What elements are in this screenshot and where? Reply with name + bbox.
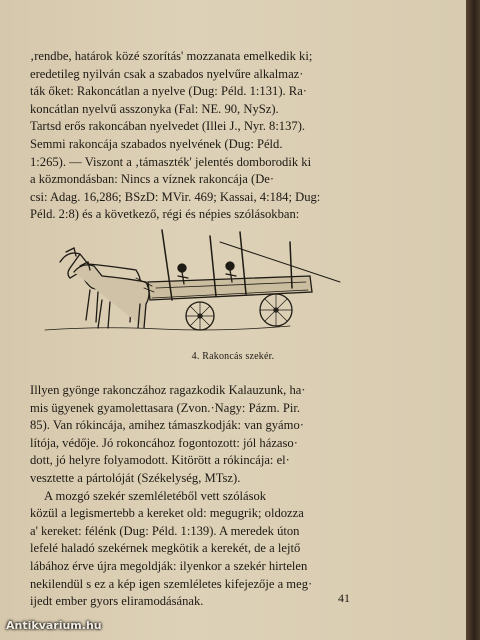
- text-line: lefelé haladó szekérnek megkötik a kerekét, de a lejtő: [30, 541, 301, 556]
- watermark: Antikvarium.hu: [6, 619, 102, 632]
- text-line: Semmi rakoncája szabados nyelvének (Dug: Péld.: [30, 136, 283, 151]
- book-spine: [466, 0, 480, 640]
- text-line: Tartsd erős rakoncában nyelvedet (Illei J., Nyr. 8:137).: [30, 119, 306, 134]
- text-line: közül a legismertebb a kereket old: megugrik; oldozza: [30, 506, 304, 521]
- text-line: ijedt ember gyors eliramodásának.: [30, 594, 204, 609]
- text-line: a' kereket: félénk (Dug: Péld. 1:139). A meredek úton: [30, 523, 300, 538]
- text-line: ták őket: Rakoncátlan a nyelve (Dug: Péld. 1:131). Ra·: [30, 84, 307, 99]
- text-line: 1:265). — Viszont a ‚támaszték' jelentés domborodik ki: [30, 154, 312, 169]
- text-line: lítója, védője. Jó rokoncához fogontozott: jól házaso·: [30, 435, 298, 450]
- text-line: Illyen gyönge rakonczához ragazkodik Kalauzunk, ha·: [30, 383, 306, 397]
- text-line: lábához érve újra megoldják: ilyenkor a szekér hirtelen: [30, 558, 308, 573]
- text-line: ‚rendbe, határok közé szorítás' mozzanata emelkedik ki;: [30, 49, 313, 63]
- text-line: mis ügyenek gyamolettasara (Zvon.·Nagy: Pázm. Pir.: [30, 400, 301, 415]
- text-line: vesztette a pártolóját (Székelység, MTsz).: [30, 470, 241, 485]
- paragraph-top: [30, 48, 450, 224]
- page-number: 41: [338, 591, 350, 605]
- text-line: nekilendül s ez a kép igen szemléletes kifejezője a meg·: [30, 576, 313, 591]
- text-line: a közmondásban: Nincs a víznek rakoncája (De·: [30, 172, 275, 187]
- text-line: 85). Van rókincája, amihez támaszkodják: van gyámo·: [30, 418, 304, 433]
- figure-caption: 4. Rakoncás szekér.: [191, 351, 275, 362]
- text-line: csi: Adag. 16,286; BSzD: MVir. 469; Kassai, 4:184; Dug:: [30, 189, 321, 204]
- text-line: dott, jó helyre folyamodott. Kitörött a rókincája: el·: [30, 453, 290, 468]
- wagon-illustration: [40, 222, 350, 340]
- text-line: eredetileg nyilván csak a szabados nyelvűre alkalmaz·: [30, 66, 304, 81]
- text-line: A mozgó szekér szemléletéből vett szólások: [44, 488, 267, 503]
- text-line: Péld. 2:8) és a következő, régi és népies szólásokban:: [30, 207, 300, 222]
- paragraph-bottom: [30, 382, 450, 611]
- text-line: koncátlan nyelvű asszonyka (Fal: NE. 90, NySz).: [30, 101, 279, 116]
